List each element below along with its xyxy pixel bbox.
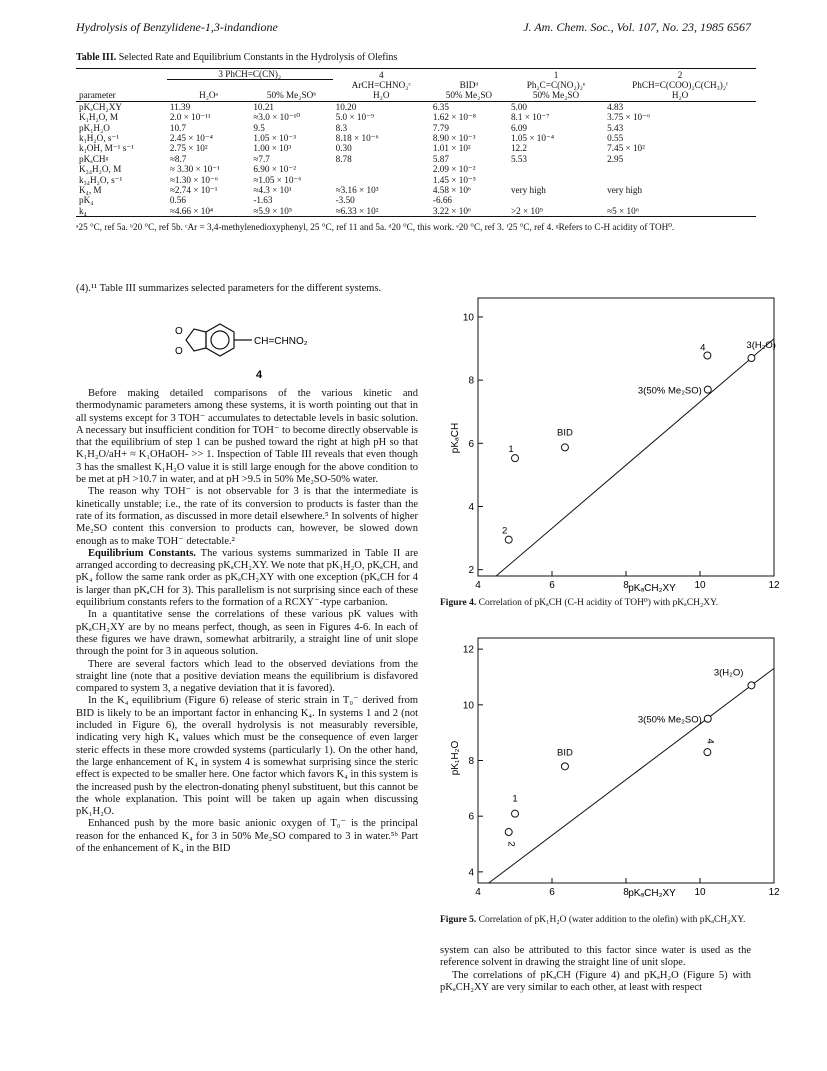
table-head-nitro: ArCH=CHNO₂ᶜ <box>351 79 411 90</box>
table-cell: >2 × 10⁹ <box>510 205 543 216</box>
table-cell: 2.0 × 10⁻¹¹ <box>169 112 211 123</box>
figure-4-yticks <box>463 312 483 576</box>
table-head-me2so <box>250 80 332 90</box>
table-cell: 5.43 <box>607 122 624 133</box>
figure-point-p3d <box>704 715 711 722</box>
figure-y-tick-label: 4 <box>468 867 474 879</box>
structure-4 <box>160 312 360 382</box>
figure-5-xlabel: pKₐCH₂XY <box>628 888 676 899</box>
table-cell: 5.87 <box>432 153 449 164</box>
figure-4-caption <box>440 598 760 609</box>
table-row-parameter: pK₁H₂O <box>79 122 110 133</box>
figure-point-pbid <box>561 763 568 770</box>
table-head-bid: BIDᵈ <box>459 79 479 90</box>
figure-point-label: 3(50% Me₂SO) <box>637 385 702 397</box>
left-column-intro <box>76 283 418 295</box>
table-sub-2: H₂O <box>671 90 689 101</box>
table-cell: 10.7 <box>169 122 186 133</box>
table-cell: 12.2 <box>510 143 528 154</box>
table-cell: 8.78 <box>335 153 352 164</box>
table-cell: ≈1.30 × 10⁻⁶ <box>169 174 218 185</box>
table-cell: 1.01 × 10² <box>432 143 471 154</box>
table-cell: ≈5.9 × 10⁵ <box>253 205 293 216</box>
table-cell: ≈3.0 × 10⁻¹⁰ <box>253 112 301 123</box>
table-cell: ≈ 3.30 × 10⁻¹ <box>169 164 220 175</box>
table-cell: -1.63 <box>253 195 273 206</box>
table-cell: 3.75 × 10⁻⁶ <box>607 112 651 123</box>
table-cell: 1.45 × 10⁻⁵ <box>432 174 476 185</box>
figure-5-chart <box>440 628 780 900</box>
table-row <box>76 133 756 143</box>
table-cell: -6.66 <box>432 195 453 206</box>
table-cell: 11.39 <box>169 101 191 112</box>
figure-5-xticks <box>475 878 780 898</box>
table-cell: 1.00 × 10³ <box>253 143 292 154</box>
table-head-malonate: PhCH=C(COO)₂C(CH₃)₂ᶠ <box>632 79 728 90</box>
figure-point-label: 1 <box>512 793 518 805</box>
table-row <box>76 112 756 122</box>
table-body <box>76 101 756 216</box>
left-paragraph-1: (4).¹¹ Table III summarizes selected parameters for the different systems. <box>76 283 382 294</box>
table-cell: 7.79 <box>432 122 449 133</box>
figure-4-unit-slope-line <box>496 339 774 576</box>
table-iii <box>76 68 756 217</box>
table-cell: ≈7.7 <box>253 153 270 164</box>
figure-point-p3w <box>748 682 755 689</box>
figure-point-p4 <box>704 749 711 756</box>
table-cell: 10.21 <box>253 101 274 112</box>
table-cell: 1.05 × 10⁻⁴ <box>510 132 555 143</box>
figure-point-p2 <box>505 829 512 836</box>
table-row-parameter: pK₄ <box>79 195 94 206</box>
table-cell: ≈2.74 × 10⁻¹ <box>169 184 218 195</box>
right-column-body <box>440 945 751 994</box>
table-row-parameter: pKₐCH₂XY <box>79 101 122 112</box>
table-cell: very high <box>607 184 643 195</box>
table-row <box>76 195 756 205</box>
left-paragraph-4 <box>76 548 418 609</box>
table-cell: ≈5 × 10⁶ <box>607 205 639 216</box>
table-row <box>76 143 756 153</box>
left-paragraph-4-text: The various systems summarized in Table II are arranged according to decreasing pKₐCH₂XY. We note that pK₁H₂O, pKₐCH, and pK₄ follow the same rank order as pKₐCH₂XY with one exception (pKₐCH for 4 is larger than pKₐCH for 3). This parallelism is not surprising since each of these equilibrium constants refers to the formation of a RCXY⁻-type carbanion. <box>76 547 418 609</box>
table-cell <box>333 164 430 174</box>
left-paragraph-8: Enhanced push by the more basic anionic oxygen of T₀⁻ is the principal reason for the enhanced K₄ for 3 in 50% Me₂SO compared to 3 in water.⁵ᵇ Part of the enhancement of K₄ in the BID <box>76 818 418 854</box>
left-paragraph-7: In the K₄ equilibrium (Figure 6) release of steric strain in T₀⁻ derived from BID is likely to be an important factor in enhancing K₄. In systems 1 and 2 (not included in Figure 6), the overall hydrolysis is not measurably reversible, indicating very high K₄ values which must be the consequence of even larger steric effects in these more crowded systems (particularly 1). On the other hand, the large enhancement of K₄ in system 4 is somewhat surprising since the steric effect is expected to be smaller here. One factor which favors K₄ in this system is the increased push by the electron-donating phenyl substituent, but this cannot be the whole explanation. This point will be taken up again when discussing pK₁H₂O. <box>76 695 418 818</box>
table-cell: 8.90 × 10⁻³ <box>432 132 476 143</box>
figure-4-chart <box>440 288 780 593</box>
running-header-journal: J. Am. Chem. Soc., Vol. 107, No. 23, 1985 6567 <box>523 20 751 34</box>
table-cell: 7.45 × 10² <box>607 143 645 154</box>
figure-5-points <box>505 667 755 846</box>
table-row-parameter: k₁H₂O, s⁻¹ <box>79 132 120 143</box>
table-cell: 4.83 <box>607 101 624 112</box>
table-row-parameter: k₄ <box>79 205 87 216</box>
table-cell: 0.56 <box>169 195 186 206</box>
table-group-4: 4 <box>378 69 384 80</box>
table-sub-4: H₂O <box>373 90 390 101</box>
table-cell: ≈3.16 × 10³ <box>335 184 379 195</box>
figure-point-label: 3(H₂O) <box>713 667 744 679</box>
table-cell: 2.95 <box>607 153 624 164</box>
table-row-parameter: pKₐCHᵍ <box>79 153 109 164</box>
table-cell <box>604 175 756 185</box>
running-header-title: Hydrolysis of Benzylidene-1,3-indandione <box>76 20 278 34</box>
table-cell: ≈6.33 × 10² <box>335 205 379 216</box>
left-paragraph-2: Before making detailed comparisons of the various kinetic and thermodynamic parameters among these systems, it is worth pointing out that in all systems except for 3 TOH⁻ accumulates to detectable levels in basic solution. A necessary but insufficient condition for TOH⁻ to become directly observable is that the equilibrium of step 1 can be pushed toward the right at high pH so that K₁H₂O/aH+ ≈ K₁OHaOH- >> 1. Inspection of Table III reveals that even though 3 has the smallest K₁H₂O value it is still large enough for the above condition to be met at pH >10.7 in water, and at pH >9.5 in 50% Me₂SO-50% water. <box>76 388 418 486</box>
figure-y-tick-label: 8 <box>468 756 474 767</box>
figure-y-tick-label: 10 <box>462 312 474 324</box>
structure-o-bottom: O <box>175 346 183 357</box>
figure-5-unit-slope-line <box>489 668 774 883</box>
figure-4-xlabel: pKₐCH₂XY <box>628 583 676 593</box>
right-paragraph-1: system can also be attributed to this factor since water is used as the reference solvent in drawing the straight line of unit slope. <box>440 945 751 969</box>
table-sub-h2o: H₂Oᵃ <box>199 90 219 101</box>
table-cell: ≈4.3 × 10¹ <box>253 184 292 195</box>
table-row <box>76 123 756 133</box>
figure-x-tick-label: 12 <box>768 580 780 591</box>
figure-point-label: 4 <box>704 738 716 744</box>
table-cell: 6.90 × 10⁻² <box>253 164 296 175</box>
figure-4-ylabel: pKₐCH <box>450 422 461 454</box>
figure-x-tick-label: 6 <box>549 887 555 898</box>
table-head-h2o <box>167 80 250 90</box>
figure-point-p3w <box>748 355 755 362</box>
table-head-spacer <box>76 80 167 90</box>
table-row <box>76 154 756 164</box>
figure-x-tick-label: 4 <box>475 580 481 591</box>
table-cell: 5.00 <box>510 101 528 112</box>
figure-y-tick-label: 10 <box>462 700 474 712</box>
table-row <box>76 101 756 112</box>
table-cell: 10.20 <box>335 101 357 112</box>
figure-x-tick-label: 4 <box>475 887 481 898</box>
left-paragraph-3: The reason why TOH⁻ is not observable for 3 is that the intermediate is kinetically unstable; i.e., the rate of its conversion to products is faster than the rate of its formation, as discussed in more detail elsewhere.⁵ In solvents of higher Me₂SO content this conversion to products can, however, be slowed down enough as to make TOH⁻ detectable.² <box>76 486 418 547</box>
right-paragraph-2: The correlations of pKₐCH (Figure 4) and pKₐH₂O (Figure 5) with pKₐCH₂XY are very similar to each other, at least with respect <box>440 969 751 993</box>
table-cell: 2.75 × 10² <box>169 143 208 154</box>
table-cell: ≈4.66 × 10⁴ <box>169 205 214 216</box>
figure-5-caption-label: Figure 5. <box>440 915 477 925</box>
figure-point-label: 1 <box>508 444 514 456</box>
figure-x-tick-label: 8 <box>623 887 629 898</box>
table-sub-me2so: 50% Me₂SOᵇ <box>266 90 317 101</box>
table-row <box>76 185 756 195</box>
table-caption-text: Selected Rate and Equilibrium Constants in the Hydrolysis of Olefins <box>116 52 398 63</box>
figure-y-tick-label: 8 <box>468 375 474 387</box>
figure-point-label: 3(50% Me₂SO) <box>637 714 702 726</box>
figure-5-yticks <box>463 645 483 879</box>
table-cell: 0.55 <box>607 132 624 143</box>
figure-4-points <box>502 340 776 543</box>
table-cell: 5.0 × 10⁻⁹ <box>335 112 375 123</box>
table-cell: 3.22 × 10⁶ <box>432 205 472 216</box>
figure-y-tick-label: 6 <box>468 438 474 450</box>
figure-x-tick-label: 10 <box>694 887 706 898</box>
table-cell <box>604 195 756 205</box>
figure-point-p3d <box>704 386 711 393</box>
figure-x-tick-label: 6 <box>549 580 555 591</box>
table-cell <box>508 195 604 205</box>
figure-4-frame <box>478 298 774 576</box>
figure-point-label: 2 <box>502 525 508 537</box>
table-row-parameter: k₃₄H₂O, s⁻¹ <box>79 174 123 185</box>
left-column-body <box>76 388 418 855</box>
figure-point-label: 4 <box>700 342 706 354</box>
table-row <box>76 164 756 174</box>
section-heading-equilibrium: Equilibrium Constants. <box>88 547 196 559</box>
table-row <box>76 175 756 185</box>
table-group-bid <box>430 69 508 80</box>
table-footnote: ᵃ25 °C, ref 5a. ᵇ20 °C, ref 5b. ᶜAr = 3,4-methylenedioxyphenyl, 25 °C, ref 11 and 5a. ᵈ20 °C, this work. ᵉ20 °C, ref 3. ᶠ25 °C, ref 4. ᵍRefers to C-H acidity of TOH⁰. <box>76 222 675 232</box>
figure-x-tick-label: 10 <box>694 580 706 591</box>
left-paragraph-5: In a quantitative sense the correlations of these various pK values with pKₐCH₂XY are by no means perfect, though, as seen in Figures 4-6. In each of these figures we have drawn, somewhat arbitrarily, a straight line of unit slope through the point for 3 in aqueous solution. <box>76 609 418 658</box>
structure-4-number: 4 <box>256 369 263 381</box>
figure-point-label: 3(H₂O) <box>746 340 776 352</box>
figure-x-tick-label: 12 <box>768 887 780 898</box>
figure-4-xticks <box>475 571 780 591</box>
table-cell <box>604 164 756 174</box>
table-group-2: 2 <box>677 69 683 80</box>
figure-point-p1 <box>512 810 519 817</box>
table-cell: 9.5 <box>253 122 265 133</box>
table-cell: 1.05 × 10⁻³ <box>253 132 296 143</box>
table-head-dinitro: Ph₂C=C(NO₂)₂ᵉ <box>526 79 586 90</box>
figure-x-tick-label: 8 <box>623 580 629 591</box>
figure-point-label: BID <box>557 427 573 439</box>
table-cell: -3.50 <box>335 195 355 206</box>
figure-point-p1 <box>512 455 519 462</box>
table-cell <box>333 175 430 185</box>
table-caption-label: Table III. <box>76 52 117 63</box>
table-group-spacer <box>76 69 167 80</box>
table-cell: 5.53 <box>510 153 528 164</box>
table-group-3: 3 PhCH=C(CN)₂ <box>167 69 333 80</box>
table-cell: very high <box>510 184 546 195</box>
table-cell: 2.45 × 10⁻⁴ <box>169 132 213 143</box>
structure-4-label: CH=CHNO₂ <box>254 336 308 347</box>
table-cell: ≈1.05 × 10⁻⁶ <box>253 174 302 185</box>
figure-4-caption-text: Correlation of pKₐCH (C-H acidity of TOH⁰) with pKₐCH₂XY. <box>476 598 719 608</box>
figure-y-tick-label: 6 <box>468 811 474 823</box>
table-cell: ≈8.7 <box>169 153 187 164</box>
table-sub-1: 50% Me₂SO <box>532 90 580 101</box>
figure-y-tick-label: 2 <box>468 565 474 577</box>
left-paragraph-6: There are several factors which lead to the observed deviations from the straight line (note that a positive deviation means the equilibrium is disfavored compared to system 3, a negative deviation that it is favored). <box>76 658 418 695</box>
figure-point-pbid <box>561 444 568 451</box>
table-cell <box>508 175 604 185</box>
table-cell: 6.09 <box>510 122 528 133</box>
table-cell: 0.30 <box>335 143 352 154</box>
figure-5-ylabel: pK₁H₂O <box>450 740 461 776</box>
table-cell: 4.58 × 10⁶ <box>432 184 472 195</box>
table-row-parameter: k₁OH, M⁻¹ s⁻¹ <box>79 143 134 154</box>
table-head-parameter: parameter <box>79 90 116 101</box>
structure-o-top: O <box>175 326 183 337</box>
table-cell: 1.62 × 10⁻⁸ <box>432 112 476 123</box>
table-row-parameter: K₄, M <box>79 184 102 195</box>
table-cell <box>508 164 604 174</box>
table-cell: 8.1 × 10⁻⁷ <box>510 112 550 123</box>
table-group-1: 1 <box>553 69 559 80</box>
figure-point-p2 <box>505 536 512 543</box>
table-caption <box>76 52 756 63</box>
table-cell: 6.35 <box>432 101 449 112</box>
figure-5-caption-text: Correlation of pK₁H₂O (water addition to the olefin) with pKₐCH₂XY. <box>476 915 746 925</box>
table-cell: 8.18 × 10⁻⁶ <box>335 132 379 143</box>
figure-y-tick-label: 4 <box>468 502 474 513</box>
figure-y-tick-label: 12 <box>462 644 474 656</box>
figure-5-caption <box>440 915 760 926</box>
table-row-parameter: K₃₄H₂O, M <box>79 164 122 175</box>
table-cell: 2.09 × 10⁻² <box>432 164 476 175</box>
figure-4-caption-label: Figure 4. <box>440 598 477 608</box>
table-cell: 8.3 <box>335 122 348 133</box>
table-sub-bid: 50% Me₂SO <box>445 90 493 101</box>
table-row <box>76 206 756 217</box>
figure-point-label: 2 <box>505 841 517 847</box>
figure-point-label: BID <box>557 747 573 759</box>
table-row-parameter: K₁H₂O, M <box>79 112 119 123</box>
